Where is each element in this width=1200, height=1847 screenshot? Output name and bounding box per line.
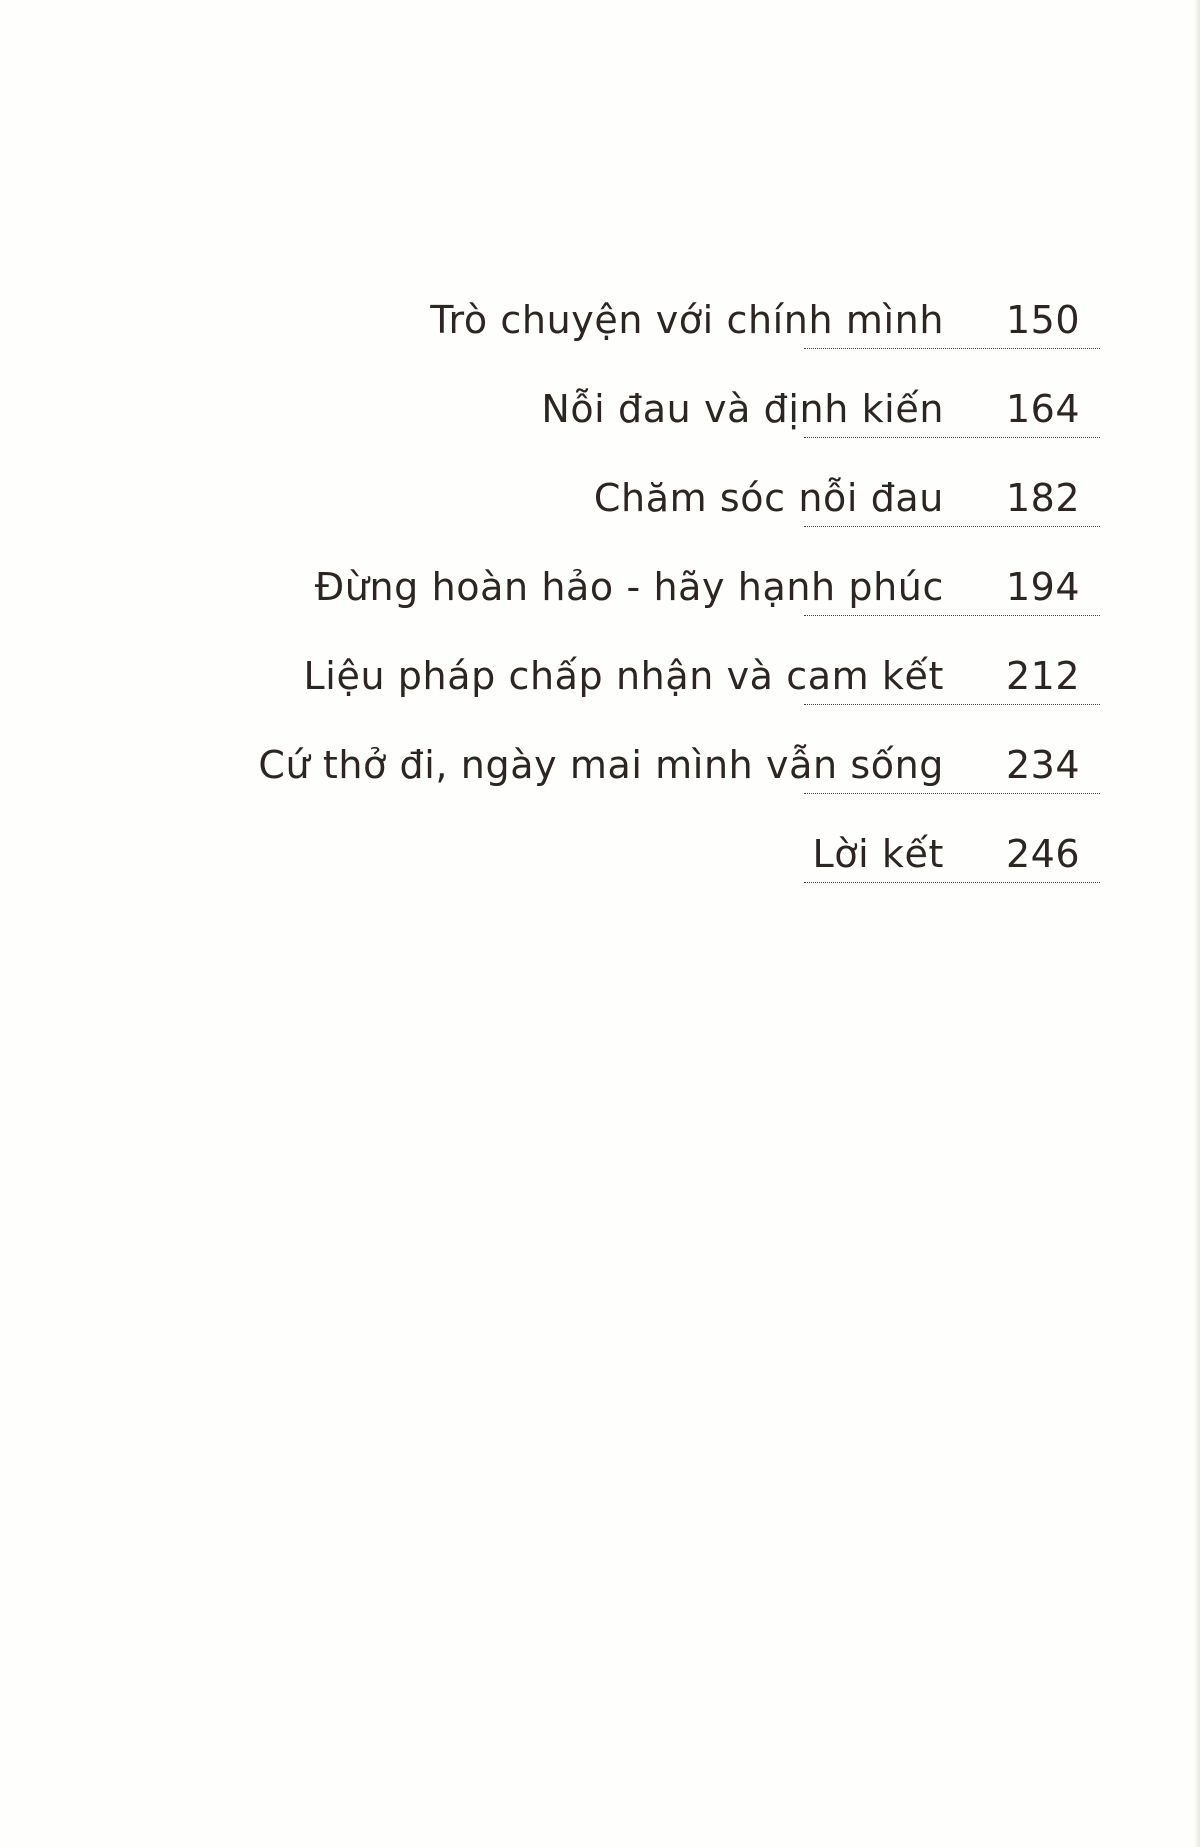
toc-entry-page-number: 150 [1006, 298, 1081, 342]
toc-entry-title: Liệu pháp chấp nhận và cam kết [303, 654, 944, 698]
toc-entry-page-number: 246 [1006, 832, 1081, 876]
toc-entry [0, 470, 1200, 559]
toc-entry-title: Nỗi đau và định kiến [541, 387, 944, 431]
toc-entry [0, 559, 1200, 648]
toc-entry-title: Đừng hoàn hảo - hãy hạnh phúc [314, 565, 944, 609]
page-edge-shadow [1194, 0, 1200, 1847]
toc-entry-title: Lời kết [812, 832, 944, 876]
toc-entry-title: Trò chuyện với chính mình [430, 298, 944, 342]
toc-entry-divider [804, 526, 1100, 527]
toc-entry [0, 737, 1200, 826]
toc-entry-page-number: 212 [1006, 654, 1081, 698]
toc-entry [0, 648, 1200, 737]
toc-entry-page-number: 194 [1006, 565, 1081, 609]
toc-entry-page-number: 234 [1006, 743, 1081, 787]
toc-entry-page-number: 164 [1006, 387, 1081, 431]
toc-entry-divider [804, 882, 1100, 883]
toc-entry-divider [804, 793, 1100, 794]
toc-entry [0, 826, 1200, 915]
toc-entry-title: Chăm sóc nỗi đau [593, 476, 944, 520]
toc-entry-divider [804, 704, 1100, 705]
toc-entry-divider [804, 348, 1100, 349]
toc-entry-divider [804, 437, 1100, 438]
toc-entry [0, 381, 1200, 470]
toc-entry-divider [804, 615, 1100, 616]
toc-entry [0, 292, 1200, 381]
toc-entry-page-number: 182 [1006, 476, 1081, 520]
toc-entry-title: Cứ thở đi, ngày mai mình vẫn sống [258, 743, 944, 787]
